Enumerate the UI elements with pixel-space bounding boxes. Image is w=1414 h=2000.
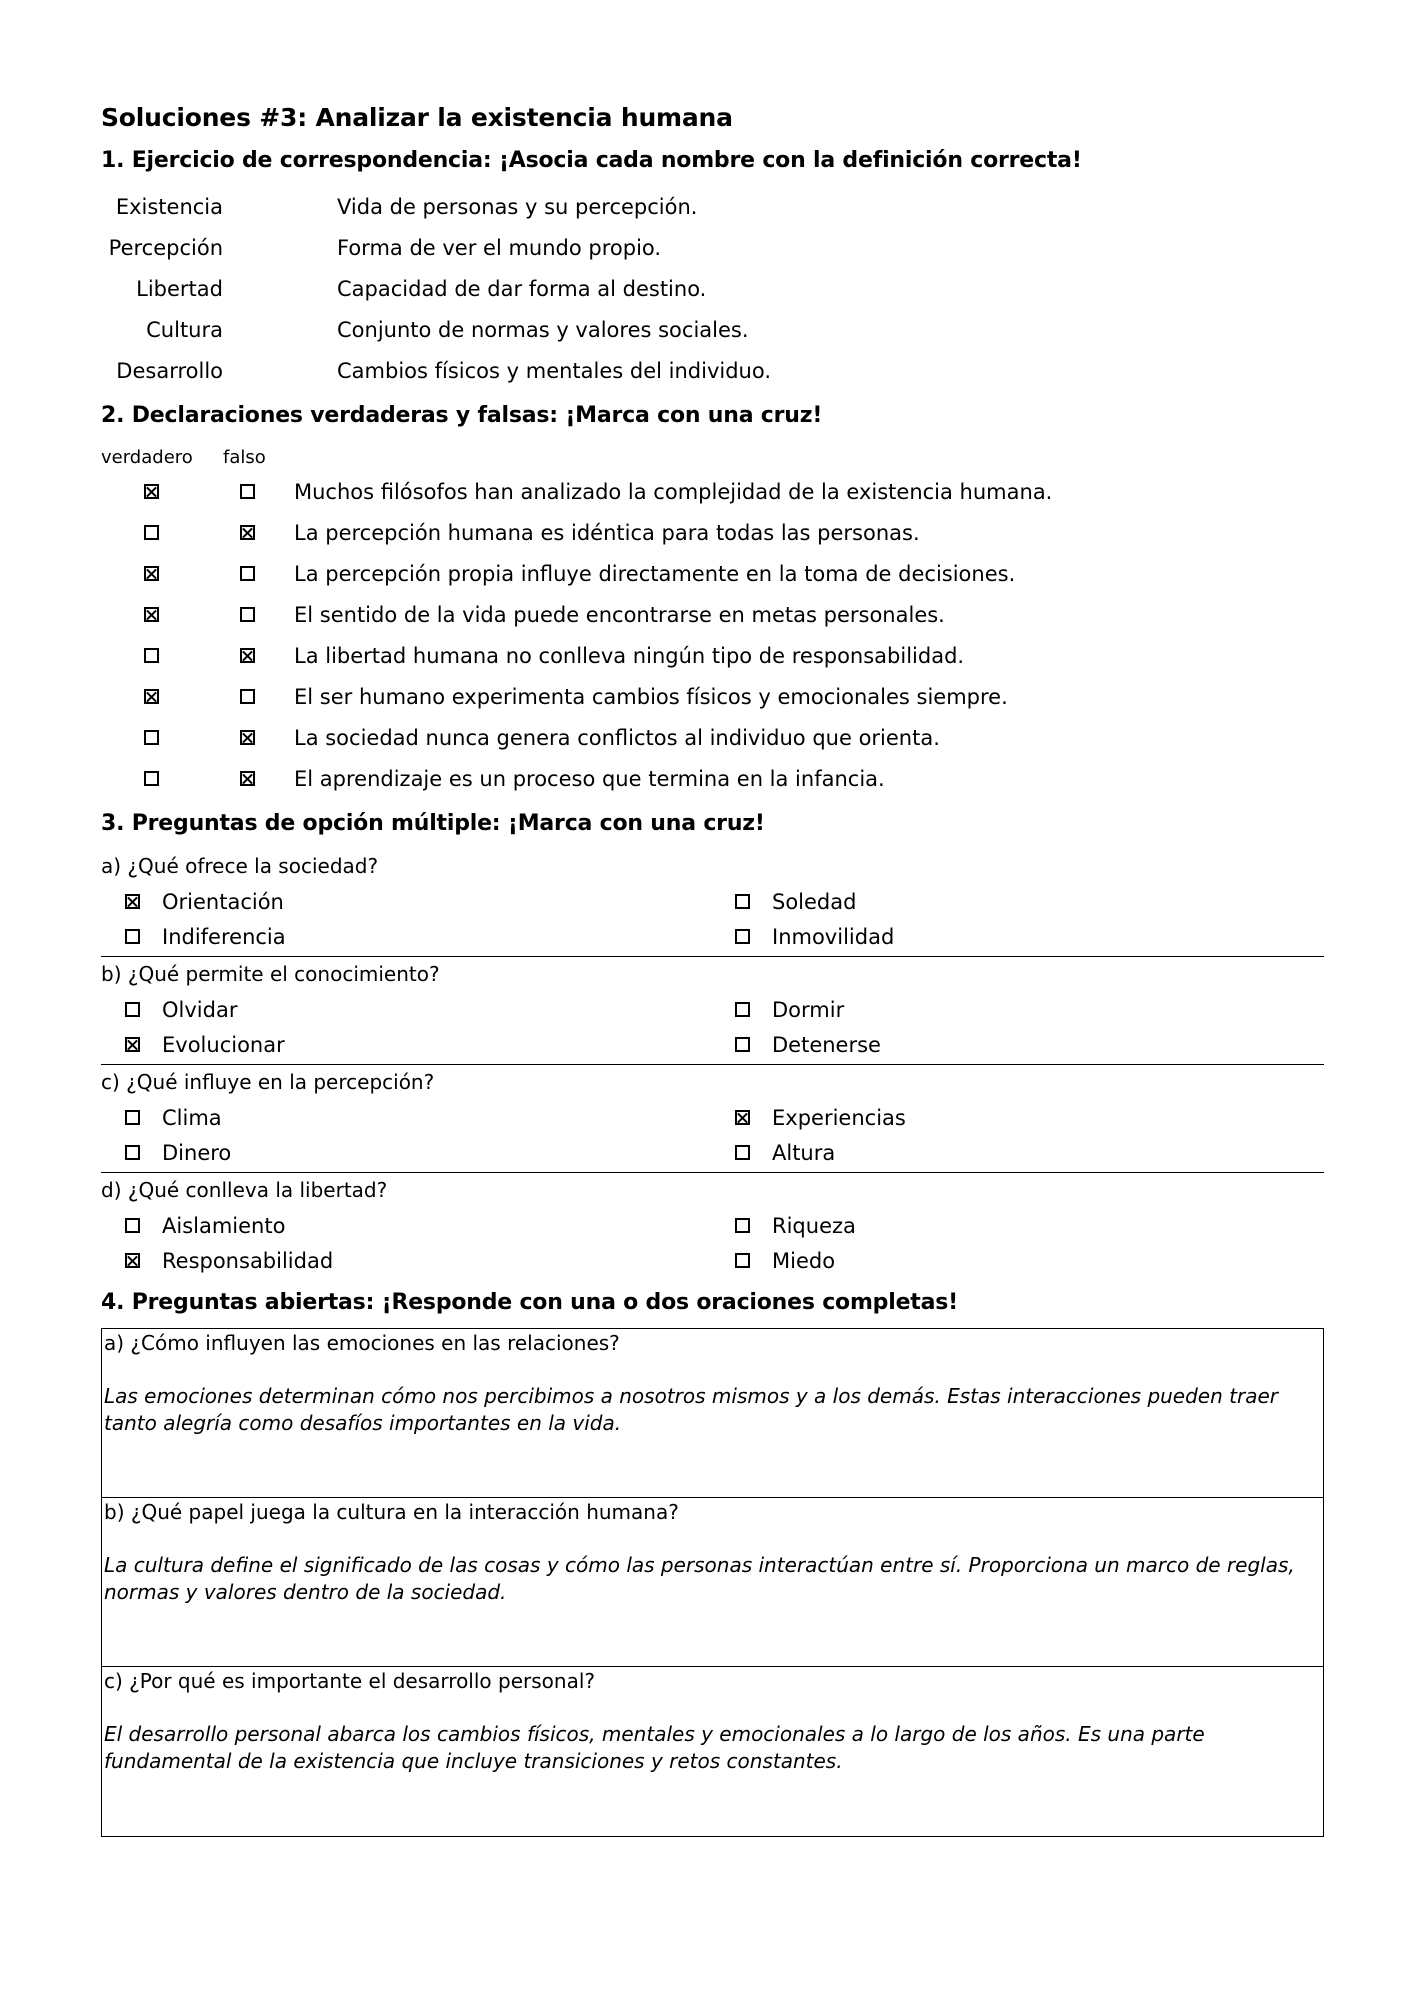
true-checkbox[interactable] (144, 607, 159, 622)
open-answer-text: La cultura define el significado de las cosas y cómo las personas interactúan entre sí. Proporciona un marco de reglas, normas y valores dentro de la sociedad. (104, 1553, 1295, 1604)
option[interactable] (101, 998, 711, 1022)
false-checkbox[interactable] (240, 689, 255, 704)
multiple-choice-list (101, 849, 1324, 1280)
option-label: Miedo (772, 1248, 836, 1273)
option-label: Olvidar (162, 997, 238, 1022)
matching-row (101, 227, 1324, 268)
true-checkbox[interactable] (144, 484, 159, 499)
section3-heading: 3. Preguntas de opción múltiple: ¡Marca con una cruz! (101, 811, 765, 836)
question-block (101, 849, 1324, 957)
statement-text: El sentido de la vida puede encontrarse en metas personales. (294, 602, 945, 627)
option-checkbox[interactable] (125, 1218, 140, 1233)
option-checkbox[interactable] (735, 1002, 750, 1017)
matching-row (101, 350, 1324, 391)
true-false-row (101, 594, 1324, 635)
section2-heading: 2. Declaraciones verdaderas y falsas: ¡Marca con una cruz! (101, 403, 823, 428)
option[interactable] (101, 1214, 711, 1238)
option-label: Detenerse (772, 1032, 881, 1057)
option-checkbox[interactable] (735, 1253, 750, 1268)
option-checkbox[interactable] (735, 1037, 750, 1052)
open-question-cell[interactable] (102, 1667, 1323, 1836)
option-checkbox[interactable] (735, 894, 750, 909)
matching-row (101, 309, 1324, 350)
option-label: Indiferencia (162, 924, 286, 949)
open-question-cell[interactable] (102, 1329, 1323, 1498)
matching-row (101, 268, 1324, 309)
option-label: Aislamiento (162, 1213, 286, 1238)
open-question-text: c) ¿Por qué es importante el desarrollo personal? (104, 1669, 595, 1693)
open-question-text: b) ¿Qué papel juega la cultura en la interacción humana? (104, 1500, 679, 1524)
statement-text: Muchos filósofos han analizado la complejidad de la existencia humana. (294, 479, 1053, 504)
true-checkbox[interactable] (144, 566, 159, 581)
option[interactable] (711, 1249, 1321, 1273)
false-checkbox[interactable] (240, 607, 255, 622)
option-checkbox[interactable] (125, 1145, 140, 1160)
true-false-row (101, 676, 1324, 717)
false-checkbox[interactable] (240, 566, 255, 581)
option-label: Dinero (162, 1140, 232, 1165)
option-checkbox[interactable] (125, 894, 140, 909)
option[interactable] (711, 1033, 1321, 1057)
open-answer-text: Las emociones determinan cómo nos percibimos a nosotros mismos y a los demás. Estas interacciones pueden traer tanto alegría como desafíos importantes en la vida. (104, 1384, 1278, 1435)
true-checkbox[interactable] (144, 771, 159, 786)
option-checkbox[interactable] (125, 929, 140, 944)
true-checkbox[interactable] (144, 648, 159, 663)
false-checkbox[interactable] (240, 771, 255, 786)
open-question-cell[interactable] (102, 1498, 1323, 1667)
option-label: Responsabilidad (162, 1248, 334, 1273)
question-text: a) ¿Qué ofrece la sociedad? (101, 854, 379, 878)
option-label: Riqueza (772, 1213, 856, 1238)
true-false-list (101, 471, 1324, 799)
option[interactable] (101, 1141, 711, 1165)
question-text: b) ¿Qué permite el conocimiento? (101, 962, 440, 986)
option-checkbox[interactable] (735, 929, 750, 944)
true-false-row (101, 758, 1324, 799)
matching-definition: Conjunto de normas y valores sociales. (337, 317, 749, 342)
true-checkbox[interactable] (144, 730, 159, 745)
true-false-header (101, 443, 1324, 471)
option-checkbox[interactable] (125, 1002, 140, 1017)
worksheet-page (101, 100, 1324, 1837)
option[interactable] (101, 890, 711, 914)
true-checkbox[interactable] (144, 525, 159, 540)
option-label: Experiencias (772, 1105, 906, 1130)
true-false-row (101, 717, 1324, 758)
statement-text: La sociedad nunca genera conflictos al individuo que orienta. (294, 725, 940, 750)
false-checkbox[interactable] (240, 730, 255, 745)
option[interactable] (711, 1106, 1321, 1130)
matching-list (101, 186, 1324, 391)
open-answer-text: El desarrollo personal abarca los cambios físicos, mentales y emocionales a lo largo de los años. Es una parte fundamental de la existencia que incluye transiciones y retos constantes. (104, 1722, 1205, 1773)
option-label: Altura (772, 1140, 836, 1165)
true-column-label: verdadero (101, 446, 193, 468)
option-label: Evolucionar (162, 1032, 285, 1057)
matching-row (101, 186, 1324, 227)
question-block (101, 957, 1324, 1065)
false-checkbox[interactable] (240, 484, 255, 499)
open-questions-table (101, 1328, 1324, 1837)
option[interactable] (101, 1106, 711, 1130)
question-block (101, 1065, 1324, 1173)
option-label: Clima (162, 1105, 222, 1130)
false-checkbox[interactable] (240, 525, 255, 540)
matching-definition: Capacidad de dar forma al destino. (337, 276, 707, 301)
matching-definition: Forma de ver el mundo propio. (337, 235, 662, 260)
option[interactable] (711, 1214, 1321, 1238)
option-label: Soledad (772, 889, 857, 914)
question-text: d) ¿Qué conlleva la libertad? (101, 1178, 388, 1202)
statement-text: La percepción propia influye directamente en la toma de decisiones. (294, 561, 1016, 586)
matching-term: Cultura (146, 317, 223, 342)
open-question-text: a) ¿Cómo influyen las emociones en las relaciones? (104, 1331, 620, 1355)
option-checkbox[interactable] (735, 1218, 750, 1233)
question-text: c) ¿Qué influye en la percepción? (101, 1070, 435, 1094)
option-checkbox[interactable] (125, 1110, 140, 1125)
option[interactable] (101, 925, 711, 949)
question-block (101, 1173, 1324, 1280)
matching-term: Existencia (115, 194, 223, 219)
option-checkbox[interactable] (125, 1253, 140, 1268)
option[interactable] (711, 925, 1321, 949)
page-title: Soluciones #3: Analizar la existencia humana (101, 103, 733, 132)
matching-definition: Cambios físicos y mentales del individuo. (337, 358, 772, 383)
matching-term: Desarrollo (116, 358, 223, 383)
matching-definition: Vida de personas y su percepción. (337, 194, 698, 219)
option-checkbox[interactable] (735, 1145, 750, 1160)
true-false-row (101, 471, 1324, 512)
option-label: Orientación (162, 889, 284, 914)
statement-text: El aprendizaje es un proceso que termina en la infancia. (294, 766, 885, 791)
option[interactable] (711, 998, 1321, 1022)
true-checkbox[interactable] (144, 689, 159, 704)
statement-text: El ser humano experimenta cambios físicos y emocionales siempre. (294, 684, 1008, 709)
true-false-row (101, 553, 1324, 594)
section1-heading: 1. Ejercicio de correspondencia: ¡Asocia cada nombre con la definición correcta! (101, 148, 1082, 173)
option[interactable] (711, 1141, 1321, 1165)
option-checkbox[interactable] (125, 1037, 140, 1052)
option-label: Inmovilidad (772, 924, 895, 949)
option-label: Dormir (772, 997, 845, 1022)
statement-text: La libertad humana no conlleva ningún tipo de responsabilidad. (294, 643, 965, 668)
true-false-row (101, 512, 1324, 553)
matching-term: Percepción (108, 235, 223, 260)
option-checkbox[interactable] (735, 1110, 750, 1125)
matching-term: Libertad (136, 276, 223, 301)
option[interactable] (711, 890, 1321, 914)
statement-text: La percepción humana es idéntica para todas las personas. (294, 520, 920, 545)
true-false-row (101, 635, 1324, 676)
option[interactable] (101, 1249, 711, 1273)
section4-heading: 4. Preguntas abiertas: ¡Responde con una o dos oraciones completas! (101, 1290, 958, 1315)
false-checkbox[interactable] (240, 648, 255, 663)
option[interactable] (101, 1033, 711, 1057)
false-column-label: falso (223, 446, 266, 468)
